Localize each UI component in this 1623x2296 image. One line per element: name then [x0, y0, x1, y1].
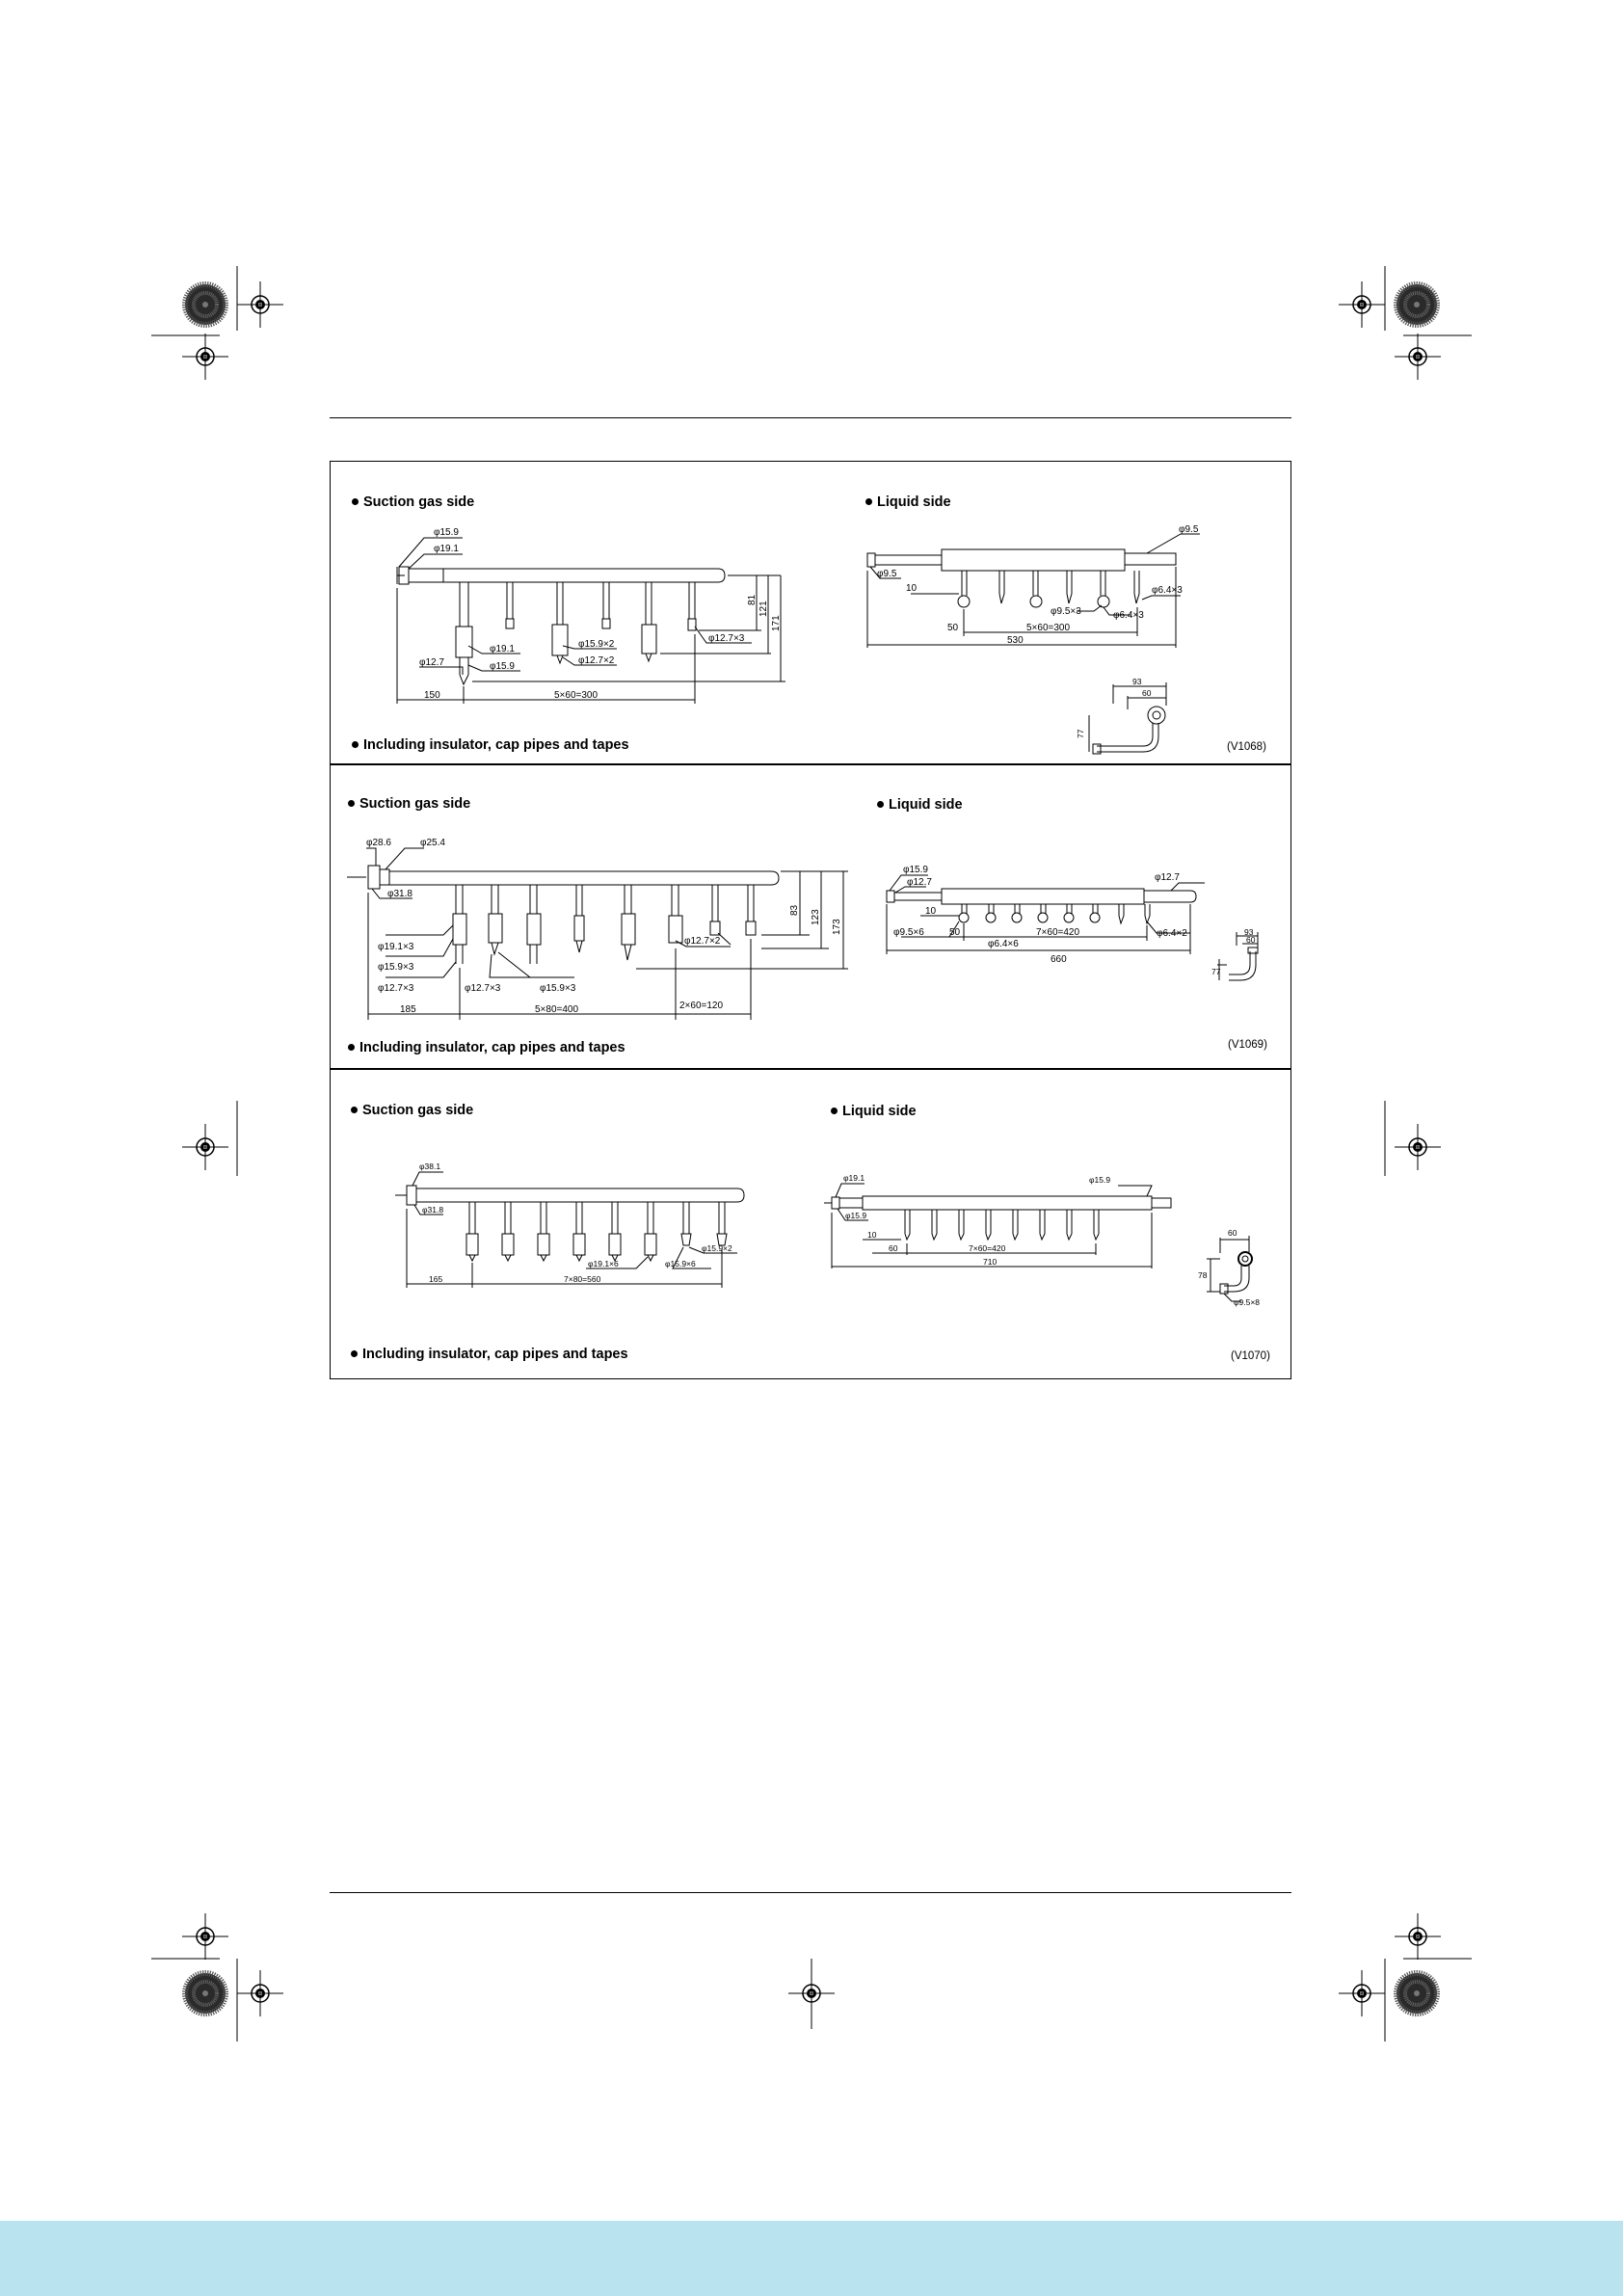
svg-text:φ19.1×3: φ19.1×3: [378, 942, 414, 952]
svg-text:φ9.5×3: φ9.5×3: [1051, 606, 1081, 617]
panel1-gas-drawing: [386, 511, 790, 704]
heading-text: Suction gas side: [362, 1103, 474, 1118]
svg-text:5×60=300: 5×60=300: [554, 690, 599, 701]
panel3-code: (V1070): [1231, 1350, 1270, 1362]
svg-text:φ12.7×2: φ12.7×2: [578, 655, 615, 666]
bullet-icon: [865, 498, 872, 505]
panel1-liquid-inset: [1070, 675, 1176, 757]
bullet-icon: [348, 1044, 355, 1051]
svg-text:φ19.1: φ19.1: [434, 544, 459, 554]
svg-text:93: 93: [1244, 927, 1254, 937]
svg-text:φ9.5×8: φ9.5×8: [1234, 1297, 1261, 1307]
svg-text:φ9.5×6: φ9.5×6: [893, 927, 924, 938]
svg-text:φ15.9×6: φ15.9×6: [665, 1259, 696, 1268]
svg-text:φ38.1: φ38.1: [419, 1161, 441, 1171]
header-rule: [330, 417, 1291, 418]
svg-text:77: 77: [1211, 967, 1221, 976]
panel2-code: (V1069): [1228, 1039, 1267, 1051]
svg-text:50: 50: [949, 927, 961, 938]
bullet-icon: [352, 741, 359, 748]
svg-text:165: 165: [429, 1274, 443, 1284]
svg-text:78: 78: [1198, 1270, 1208, 1280]
svg-text:φ15.9: φ15.9: [845, 1211, 867, 1220]
svg-text:φ12.7: φ12.7: [1155, 872, 1180, 883]
panel1-code: (V1068): [1227, 741, 1266, 753]
heading-text: Liquid side: [877, 494, 951, 510]
svg-text:5×80=400: 5×80=400: [535, 1004, 579, 1015]
panel2-liquid-inset: [1210, 927, 1267, 988]
note-text: Including insulator, cap pipes and tapes: [359, 1040, 625, 1055]
svg-text:φ9.5: φ9.5: [877, 569, 897, 579]
panel1-note: [352, 737, 629, 753]
bullet-icon: [831, 1108, 838, 1114]
panel1-liquid-drawing: [863, 521, 1238, 660]
svg-text:φ15.9: φ15.9: [903, 865, 928, 875]
svg-text:185: 185: [400, 1004, 416, 1015]
note-text: Including insulator, cap pipes and tapes: [363, 737, 629, 753]
svg-text:φ6.4×3: φ6.4×3: [1152, 585, 1183, 596]
panel2-liquid-heading: [877, 797, 963, 813]
svg-text:77: 77: [1076, 729, 1085, 738]
svg-text:150: 150: [424, 690, 440, 701]
panel2-note: [348, 1040, 625, 1055]
svg-text:93: 93: [1132, 677, 1142, 686]
svg-text:φ15.9: φ15.9: [1089, 1175, 1111, 1185]
panel3-liquid-inset: [1185, 1224, 1282, 1306]
panel3-liquid-heading: [831, 1104, 917, 1119]
svg-text:530: 530: [1007, 635, 1024, 646]
svg-text:φ15.9: φ15.9: [490, 661, 515, 672]
svg-text:10: 10: [906, 583, 918, 594]
svg-text:5×60=300: 5×60=300: [1026, 623, 1071, 633]
heading-text: Suction gas side: [363, 494, 475, 510]
heading-text: Liquid side: [842, 1104, 917, 1119]
svg-text:φ28.6: φ28.6: [366, 838, 391, 848]
svg-text:φ15.9: φ15.9: [434, 527, 459, 538]
svg-text:φ12.7: φ12.7: [419, 657, 444, 668]
svg-text:660: 660: [1051, 954, 1067, 965]
svg-text:φ25.4: φ25.4: [420, 838, 445, 848]
svg-text:φ6.4×3: φ6.4×3: [1113, 610, 1144, 621]
bullet-icon: [352, 498, 359, 505]
bullet-icon: [877, 801, 884, 808]
svg-text:φ12.7×2: φ12.7×2: [684, 936, 721, 947]
svg-text:φ12.7×3: φ12.7×3: [465, 983, 501, 994]
panel3-gas-heading: [351, 1103, 473, 1118]
heading-text: Liquid side: [889, 797, 963, 813]
svg-text:φ15.9×3: φ15.9×3: [540, 983, 576, 994]
svg-text:10: 10: [867, 1230, 877, 1240]
heading-text: Suction gas side: [359, 796, 471, 812]
bullet-icon: [351, 1107, 358, 1113]
panel2-gas-heading: [348, 796, 470, 812]
svg-text:7×60=420: 7×60=420: [969, 1243, 1006, 1253]
panel1-gas-heading: [352, 494, 474, 510]
bullet-icon: [348, 800, 355, 807]
svg-text:173: 173: [832, 919, 842, 935]
footer-band: [0, 2221, 1623, 2296]
panel3-note: [351, 1347, 628, 1362]
svg-text:φ12.7: φ12.7: [907, 877, 932, 888]
svg-text:7×80=560: 7×80=560: [564, 1274, 601, 1284]
panel2-gas-drawing: [347, 829, 848, 1022]
svg-text:φ6.4×6: φ6.4×6: [988, 939, 1019, 949]
svg-text:10: 10: [925, 906, 937, 917]
svg-text:φ15.9×2: φ15.9×2: [578, 639, 615, 650]
svg-text:φ19.1×6: φ19.1×6: [588, 1259, 619, 1268]
panel3-liquid-drawing: [824, 1166, 1171, 1282]
svg-text:7×60=420: 7×60=420: [1036, 927, 1080, 938]
svg-text:121: 121: [758, 601, 769, 617]
svg-text:60: 60: [1142, 688, 1152, 698]
svg-text:2×60=120: 2×60=120: [679, 1001, 724, 1011]
svg-text:171: 171: [771, 615, 782, 631]
svg-text:710: 710: [983, 1257, 998, 1267]
svg-text:83: 83: [789, 904, 800, 916]
panel-divider-2: [330, 1068, 1291, 1070]
svg-text:φ31.8: φ31.8: [387, 889, 412, 899]
panel-divider-1: [330, 763, 1291, 765]
svg-text:φ15.9×2: φ15.9×2: [702, 1243, 732, 1253]
svg-text:φ6.4×2: φ6.4×2: [1157, 928, 1187, 939]
svg-text:81: 81: [747, 594, 758, 605]
panel1-liquid-heading: [865, 494, 951, 510]
svg-text:φ12.7×3: φ12.7×3: [378, 983, 414, 994]
svg-text:60: 60: [1246, 935, 1256, 945]
svg-text:φ19.1: φ19.1: [843, 1173, 865, 1183]
svg-text:60: 60: [889, 1243, 898, 1253]
bullet-icon: [351, 1350, 358, 1357]
footer-rule: [330, 1892, 1291, 1893]
svg-text:φ9.5: φ9.5: [1179, 524, 1199, 535]
note-text: Including insulator, cap pipes and tapes: [362, 1347, 628, 1362]
svg-text:φ12.7×3: φ12.7×3: [708, 633, 745, 644]
panel3-gas-drawing: [395, 1157, 752, 1292]
svg-text:60: 60: [1228, 1228, 1237, 1238]
panel2-liquid-drawing: [882, 846, 1210, 965]
svg-text:φ15.9×3: φ15.9×3: [378, 962, 414, 973]
svg-text:φ31.8: φ31.8: [422, 1205, 444, 1215]
svg-text:φ19.1: φ19.1: [490, 644, 515, 654]
svg-text:123: 123: [811, 909, 821, 925]
svg-text:50: 50: [947, 623, 959, 633]
